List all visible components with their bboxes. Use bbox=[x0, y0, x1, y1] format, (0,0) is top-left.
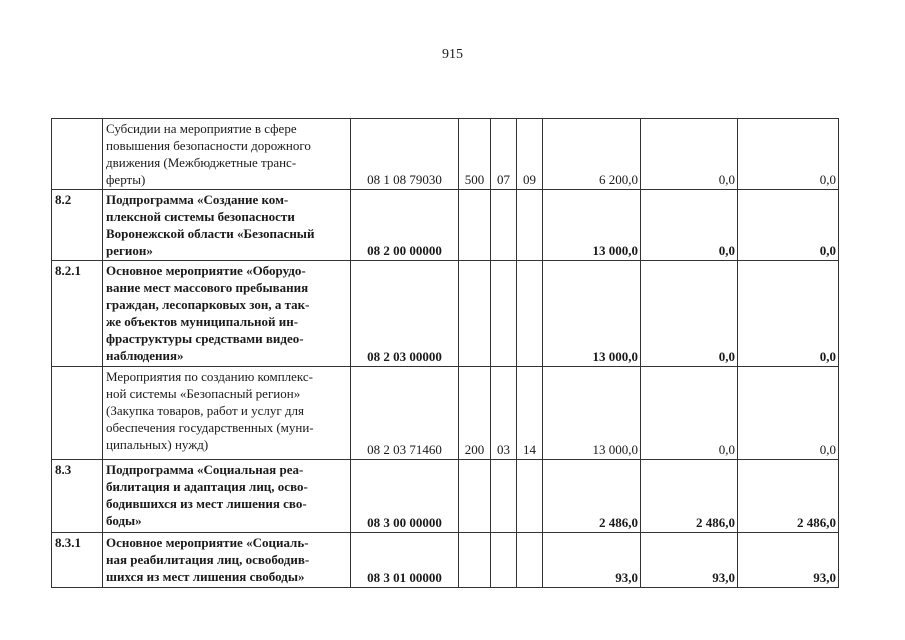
row-code: 08 2 03 71460 bbox=[351, 367, 459, 460]
table-row bbox=[52, 533, 839, 588]
row-name-line: же объектов муниципальной ин- bbox=[106, 314, 299, 329]
row-pr: 09 bbox=[517, 119, 543, 190]
table-row bbox=[52, 190, 839, 261]
row-name-line: граждан, лесопарковых зон, а так- bbox=[106, 297, 310, 312]
table-row bbox=[52, 119, 839, 190]
row-value-2: 93,0 bbox=[641, 533, 738, 588]
row-name-line: Основное мероприятие «Оборудо- bbox=[106, 263, 306, 278]
row-pr bbox=[517, 261, 543, 367]
row-vr bbox=[459, 190, 491, 261]
row-value-2: 0,0 bbox=[641, 367, 738, 460]
row-value-1: 13 000,0 bbox=[543, 190, 641, 261]
table-row bbox=[52, 261, 839, 367]
row-number: 8.2 bbox=[52, 190, 103, 261]
row-value-2: 0,0 bbox=[641, 190, 738, 261]
row-name-line: регион» bbox=[106, 243, 153, 258]
row-name-line: шихся из мест лишения свободы» bbox=[106, 569, 305, 584]
row-name-line: движения (Межбюджетные транс- bbox=[106, 155, 297, 170]
row-pr bbox=[517, 460, 543, 533]
row-vr bbox=[459, 460, 491, 533]
budget-table bbox=[51, 118, 839, 588]
row-code: 08 3 00 00000 bbox=[351, 460, 459, 533]
row-pr: 14 bbox=[517, 367, 543, 460]
row-name bbox=[103, 367, 351, 460]
row-name-line: Основное мероприятие «Социаль- bbox=[106, 535, 309, 550]
row-name bbox=[103, 119, 351, 190]
row-name-line: ной системы «Безопасный регион» bbox=[106, 386, 301, 401]
row-code: 08 2 03 00000 bbox=[351, 261, 459, 367]
row-vr bbox=[459, 261, 491, 367]
row-number: 8.2.1 bbox=[52, 261, 103, 367]
row-code: 08 2 00 00000 bbox=[351, 190, 459, 261]
row-name-line: билитация и адаптация лиц, осво- bbox=[106, 479, 308, 494]
row-pr bbox=[517, 190, 543, 261]
row-name-line: Воронежской области «Безопасный bbox=[106, 226, 315, 241]
row-name bbox=[103, 460, 351, 533]
row-name-line: боды» bbox=[106, 513, 142, 528]
row-value-3: 93,0 bbox=[738, 533, 839, 588]
row-name-line: плексной системы безопасности bbox=[106, 209, 295, 224]
row-pr bbox=[517, 533, 543, 588]
row-name-line: Субсидии на мероприятие в сфере bbox=[106, 121, 297, 136]
row-code: 08 1 08 79030 bbox=[351, 119, 459, 190]
table-row bbox=[52, 460, 839, 533]
row-rz bbox=[491, 261, 517, 367]
row-value-3: 0,0 bbox=[738, 367, 839, 460]
row-rz bbox=[491, 190, 517, 261]
row-rz bbox=[491, 533, 517, 588]
row-rz: 03 bbox=[491, 367, 517, 460]
row-value-3: 0,0 bbox=[738, 190, 839, 261]
row-name bbox=[103, 261, 351, 367]
row-name-line: Подпрограмма «Создание ком- bbox=[106, 192, 289, 207]
row-number bbox=[52, 367, 103, 460]
row-name-line: (Закупка товаров, работ и услуг для bbox=[106, 403, 304, 418]
row-name bbox=[103, 533, 351, 588]
row-value-1: 13 000,0 bbox=[543, 261, 641, 367]
row-name-line: бодившихся из мест лишения сво- bbox=[106, 496, 307, 511]
row-code: 08 3 01 00000 bbox=[351, 533, 459, 588]
page-number: 915 bbox=[442, 47, 463, 62]
row-vr: 500 bbox=[459, 119, 491, 190]
table-row bbox=[52, 367, 839, 460]
row-value-1: 6 200,0 bbox=[543, 119, 641, 190]
row-name-line: ферты) bbox=[106, 172, 146, 187]
row-name-line: вание мест массового пребывания bbox=[106, 280, 309, 295]
row-name-line: фраструктуры средствами видео- bbox=[106, 331, 304, 346]
row-number: 8.3.1 bbox=[52, 533, 103, 588]
row-vr bbox=[459, 533, 491, 588]
row-name-line: Подпрограмма «Социальная реа- bbox=[106, 462, 304, 477]
row-name-line: наблюдения» bbox=[106, 348, 184, 363]
row-value-3: 0,0 bbox=[738, 119, 839, 190]
row-name-line: повышения безопасности дорожного bbox=[106, 138, 311, 153]
row-rz: 07 bbox=[491, 119, 517, 190]
row-number: 8.3 bbox=[52, 460, 103, 533]
row-value-2: 0,0 bbox=[641, 261, 738, 367]
row-vr: 200 bbox=[459, 367, 491, 460]
row-number bbox=[52, 119, 103, 190]
row-name-line: ная реабилитация лиц, освободив- bbox=[106, 552, 310, 567]
row-value-3: 2 486,0 bbox=[738, 460, 839, 533]
row-rz bbox=[491, 460, 517, 533]
row-value-3: 0,0 bbox=[738, 261, 839, 367]
row-value-2: 0,0 bbox=[641, 119, 738, 190]
row-value-1: 2 486,0 bbox=[543, 460, 641, 533]
row-value-1: 93,0 bbox=[543, 533, 641, 588]
row-name bbox=[103, 190, 351, 261]
row-value-2: 2 486,0 bbox=[641, 460, 738, 533]
row-name-line: обеспечения государственных (муни- bbox=[106, 420, 314, 435]
row-value-1: 13 000,0 bbox=[543, 367, 641, 460]
row-name-line: Мероприятия по созданию комплекс- bbox=[106, 369, 313, 384]
row-name-line: ципальных) нужд) bbox=[106, 437, 209, 452]
